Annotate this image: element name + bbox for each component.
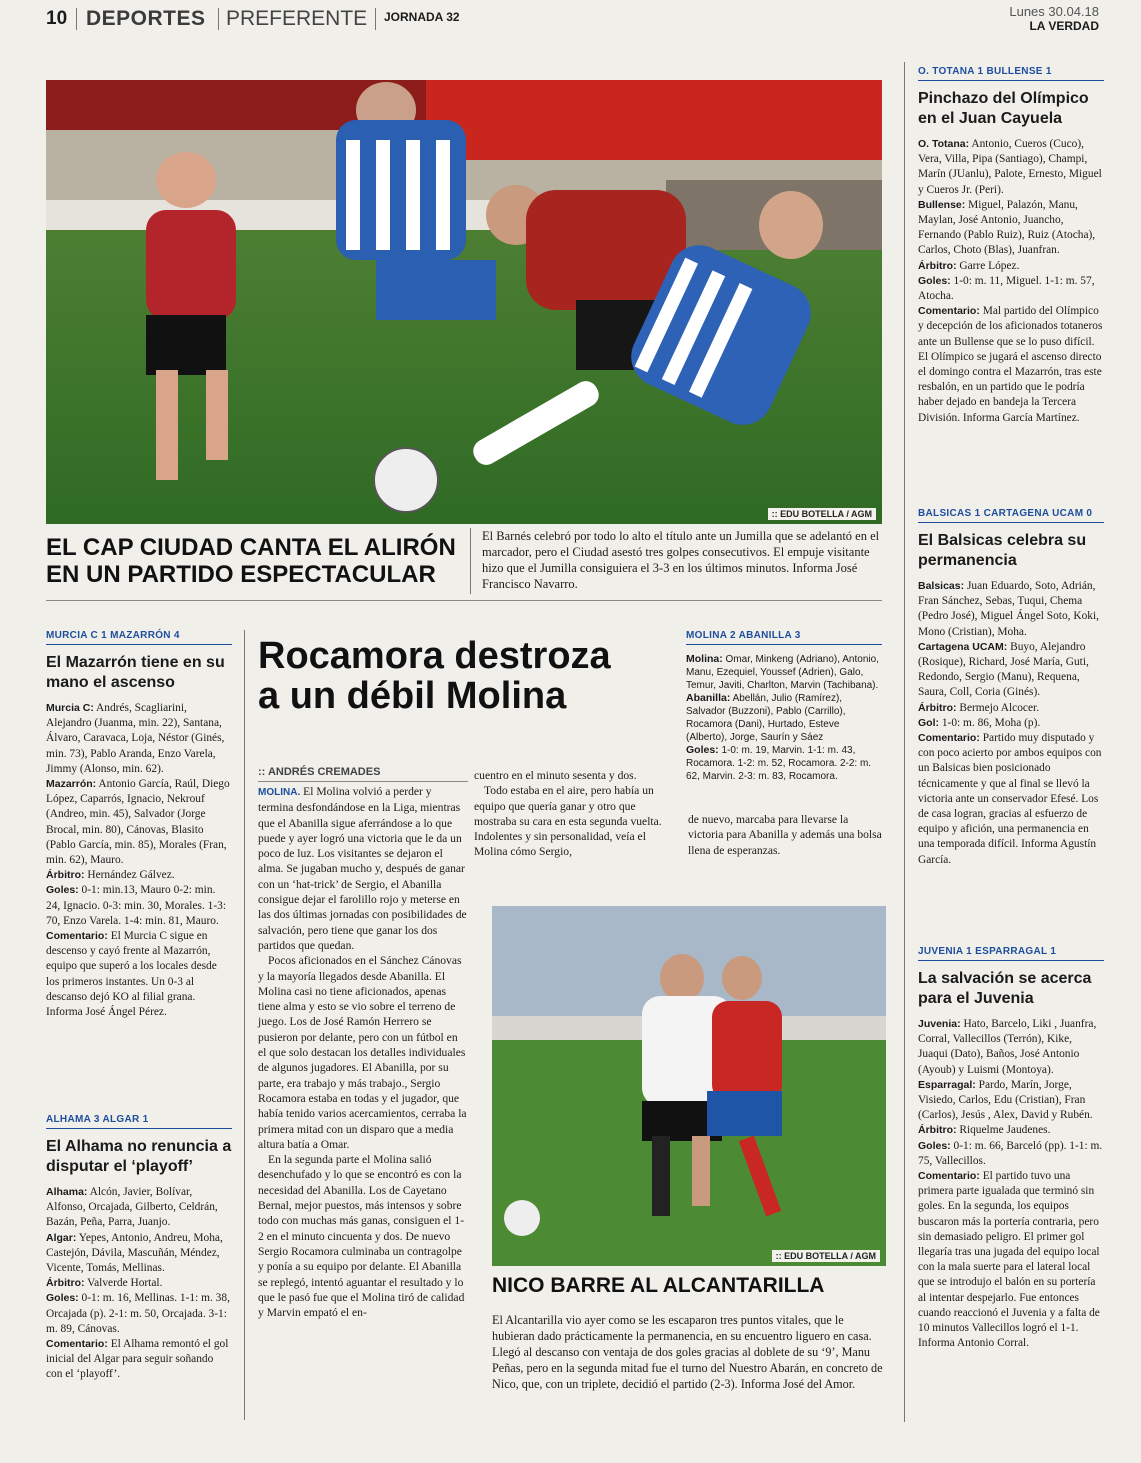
subsection-name: PREFERENTE <box>226 7 368 30</box>
match-details <box>686 653 882 783</box>
detail-label: Árbitro: <box>46 1277 85 1290</box>
match-headline: El Alhama no renuncia a disputar el ‘playoff’ <box>46 1138 232 1175</box>
headline-line: EN UN PARTIDO ESPECTACULAR <box>46 561 436 588</box>
detail-text: Hato, Barcelo, Liki , Juanfra, Corral, Vallecillos (Terrón), Kike, Juaqui (Dato), Baños, José Antonio (Ayoub) y Luismi (Montoya). <box>918 1018 1097 1076</box>
detail-text: Antonio, Cueros (Cuco), Vera, Villa, Pipa (Santiago), Champi, Marín (JUanlu), Palote, Ernesto, Miguel y Cueros Jr. (Peri). <box>918 138 1102 196</box>
match-details <box>918 137 1104 426</box>
detail-line <box>918 137 1104 198</box>
detail-text: Garre López. <box>956 259 1020 272</box>
column-divider <box>904 62 905 1422</box>
detail-line <box>918 579 1104 640</box>
detail-label: Goles: <box>686 744 719 756</box>
detail-line <box>918 731 1104 868</box>
issue-date: Lunes 30.04.18 <box>1009 4 1099 19</box>
detail-label: Comentario: <box>46 930 108 943</box>
scoreline: MURCIA C 1 MAZARRÓN 4 <box>46 630 232 645</box>
paragraph: de nuevo, marcaba para llevarse la victoria para Abanilla y además una bolsa llena de esperanzas. <box>688 813 882 857</box>
section-rule <box>46 600 882 601</box>
detail-text: Hernández Gálvez. <box>84 869 175 882</box>
detail-line <box>918 274 1104 304</box>
detail-label: Alhama: <box>46 1186 88 1198</box>
match-report-balsicas <box>918 508 1104 868</box>
bottom-story-headline: NICO BARRE AL ALCANTARILLA <box>492 1274 825 1297</box>
detail-label: Comentario: <box>918 732 980 745</box>
detail-text: Valverde Hortal. <box>84 1277 163 1290</box>
paragraph: El Molina volvió a perder y termina desfondándose en la Liga, mientras que el Abanilla sigue aferrándose a lo que puede y ayer logró una victoria que le da un poco de luz. Los visitantes se dejaron el alma. Se jugaban mucho y, después de ganar con un ‘hat-trick’ de Sergio, el Abanilla consigue dejar el farolillo rojo y meterse en las dos últimas jornadas con posibilidades de salvación, pero tiene que ganar los dos partidos que quedan. <box>258 785 467 952</box>
top-match-photo <box>46 80 882 524</box>
match-details <box>918 579 1104 868</box>
scoreline: BALSICAS 1 CARTAGENA UCAM 0 <box>918 508 1104 523</box>
match-headline: El Mazarrón tiene en su mano el ascenso <box>46 654 225 691</box>
detail-line <box>918 1123 1104 1138</box>
detail-text: 1-0: m. 86, Moha (p). <box>939 716 1041 729</box>
detail-label: Comentario: <box>918 305 980 318</box>
scoreline: JUVENIA 1 ESPARRAGAL 1 <box>918 946 1104 961</box>
match-headline: Pinchazo del Olímpico en el Juan Cayuela <box>918 90 1089 127</box>
detail-line <box>46 1276 232 1291</box>
match-report-totana <box>918 66 1104 426</box>
detail-text: 0-1: m. 66, Barceló (pp). 1-1: m. 75, Vallecillos. <box>918 1139 1103 1167</box>
detail-text: 0-1: m. 16, Mellinas. 1-1: m. 38, Orcajada (p). 2-1: m. 50, Orcajada. 3-1: m. 89, Cánovas. <box>46 1292 230 1335</box>
scoreline: MOLINA 2 ABANILLA 3 <box>686 630 882 645</box>
headline-line: EL CAP CIUDAD CANTA EL ALIRÓN <box>46 534 456 561</box>
detail-label: Árbitro: <box>918 1124 957 1137</box>
main-story-column-3 <box>688 812 884 858</box>
detail-label: Mazarrón: <box>46 778 97 791</box>
match-details <box>46 701 232 1020</box>
match-report-molina <box>686 630 882 783</box>
detail-line <box>918 640 1104 701</box>
detail-label: Comentario: <box>46 1338 108 1351</box>
detail-line <box>918 198 1104 259</box>
matchday-label: JORNADA 32 <box>384 10 460 24</box>
detail-label: Bullense: <box>918 198 966 211</box>
main-story-column-2 <box>474 768 674 860</box>
detail-label: Juvenia: <box>918 1018 961 1030</box>
header-divider <box>375 8 376 30</box>
detail-line <box>918 304 1104 426</box>
detail-label: Árbitro: <box>46 869 85 882</box>
detail-line <box>46 929 232 1020</box>
detail-text: 1-0: m. 11, Miguel. 1-1: m. 57, Atocha. <box>918 274 1095 303</box>
detail-line <box>686 692 882 744</box>
detail-text: Mal partido del Olímpico y decepción de los aficionados totaneros ante un Bullense que se lo puso difícil. El Olímpico se jugará el ascenso directo el domingo contra el Mazarrón, tras este resbalón, en un partido que le podría haber dejado en bandeja la Tercera División. Informa García Martínez. <box>918 305 1103 424</box>
detail-label: Cartagena UCAM: <box>918 640 1008 653</box>
top-story-headline <box>46 534 456 588</box>
dateline: MOLINA. <box>258 787 301 798</box>
detail-line <box>46 1291 232 1337</box>
detail-label: Goles: <box>46 1292 79 1305</box>
detail-text: El Murcia C sigue en descenso y cayó frente al Mazarrón, equipo que superó a los locales desde los primeros instantes. Un 0-3 al descanso dejó KO al filial grana. Informa José Ángel Pérez. <box>46 930 217 1019</box>
detail-text: Buyo, Alejandro (Rosique), Richard, José María, Guti, Redondo, Sergio (Manu), Requena, Saura, Coll, Coria (Ginés). <box>918 640 1089 699</box>
bottom-story-text: El Alcantarilla vio ayer como se les escaparon tres puntos vitales, que le hubieran dado prácticamente la permanencia, en su encuentro liguero en casa. Llegó al descanso con ventaja de dos goles gracias al doblete de su ‘9’, Manu Peñas, pero en la segunda mitad fue el turno del Nuestro Abarán, en concreto de Nico, que, con un triplete, decidió el partido (2-3). Informa José del Amor. <box>492 1313 883 1391</box>
page-number: 10 <box>46 8 68 29</box>
detail-text: Bermejo Alcocer. <box>956 701 1040 714</box>
detail-label: Gol: <box>918 716 939 729</box>
detail-text: Juan Eduardo, Soto, Adrián, Fran Sánchez, Sebas, Tuqui, Chema (Pedro José), Miguel Ángel Soto, Koki, Mono (Cristian), Moha. <box>918 580 1099 638</box>
paragraph: En la segunda parte el Molina salió desenchufado y lo que se encontró es con la necesidad del Abanilla. Los de Cayetano Bernal, mejor puestos, más intensos y sobre todo con muchas más ganas, consiguen el 1-2 en el minuto cincuenta y dos. De nuevo Sergio Rocamora culminaba un contragolpe y ponía a su equipo por delante. El Abanilla se replegó, intentó aguantar el resultado y lo que le pasó fue que el Molina tiró de calidad y Marvin empató el en- <box>258 1153 465 1320</box>
detail-label: O. Totana: <box>918 138 970 150</box>
detail-line <box>46 701 232 777</box>
detail-text: Miguel, Palazón, Manu, Maylan, José Antonio, Juancho, Fernando (Pablo Ruiz), Ruiz (Atocha), Carlos, Choto (Blas), Juanfran. <box>918 198 1096 257</box>
detail-label: Abanilla: <box>686 692 731 704</box>
detail-label: Comentario: <box>918 1170 980 1183</box>
detail-text: 1-0: m. 19, Marvin. 1-1: m. 43, Rocamora. 1-2: m. 52, Rocamora. 2-2: m. 62, Marvin. 2-3: m. 83, Rocamora. <box>686 745 872 782</box>
detail-text: Riquelme Jaudenes. <box>956 1124 1051 1137</box>
main-story-column-1 <box>258 784 468 1320</box>
match-details <box>46 1185 232 1383</box>
detail-line <box>918 701 1104 716</box>
detail-label: Árbitro: <box>918 259 957 272</box>
detail-line <box>46 777 232 868</box>
detail-label: Balsicas: <box>918 580 965 592</box>
detail-text: Omar, Minkeng (Adriano), Antonio, Manu, Ezequiel, Youssef (Adrien), Galo, Temur, Javiti, Charlton, Marvin (Tachibana). <box>686 654 879 691</box>
detail-label: Molina: <box>686 653 723 665</box>
detail-label: Esparragal: <box>918 1078 976 1091</box>
detail-line <box>686 653 882 692</box>
detail-text: El Alhama remontó el gol inicial del Algar para seguir soñando con el ‘playoff’. <box>46 1338 229 1381</box>
paragraph: Todo estaba en el aire, pero había un equipo que quería ganar y otro que mostraba su cara en esta segunda vuelta. Indolentes y sin personalidad, veía el Molina cómo Sergio, <box>474 784 662 859</box>
detail-line <box>918 1169 1104 1351</box>
detail-line <box>918 259 1104 274</box>
detail-text: Partido muy disputado y con poco acierto por ambos equipos con un Balsicas bien posicionado técnicamente y que al final se llevó la victoria ante un conservador Efesé. Los de casa logran, gracias al esfuerzo de equipo y afición, una permanencia en una temporada difícil. Informa Agustín García. <box>918 732 1102 866</box>
paragraph: cuentro en el minuto sesenta y dos. <box>474 769 637 782</box>
top-story-caption: El Barnés celebró por todo lo alto el título ante un Jumilla que se adelantó en el marcador, pero el Ciudad asestó tres golpes consecutivos. El empuje visitante hizo que el Jumilla consiguiera el 3-3 en los últimos minutos. Informa José Francisco Navarro. <box>482 529 880 591</box>
paragraph: Pocos aficionados en el Sánchez Cánovas y la mayoría llegados desde Abanilla. El Molina casi no tiene aficionados, apenas tiene alma y esto se vio sobre el terreno de juego. Los de José Ramón Herrero se pusieron por delante, pero con un fútbol en el que solo destacan los detalles individuales de algunos jugadores. El Abanilla, por su parte, era trabajo y más trabajo., Sergio Rocamora estaba en todas y el jugador, que había tenido varios acercamientos, cerraba la primera mitad con un disparo que a media altura batía a Omar. <box>258 954 467 1151</box>
scoreline: ALHAMA 3 ALGAR 1 <box>46 1114 232 1129</box>
detail-text: Yepes, Antonio, Andreu, Moha, Castejón, Dávila, Mascuñán, Méndez, Vicente, Tomás, Mellinas. <box>46 1231 223 1275</box>
bottom-match-photo <box>492 906 886 1266</box>
headline-line: Rocamora destroza <box>258 635 611 677</box>
detail-label: Murcia C: <box>46 702 94 714</box>
match-headline: El Balsicas celebra su permanencia <box>918 532 1087 569</box>
header-divider <box>218 8 219 30</box>
main-story-headline <box>258 636 668 716</box>
detail-label: Goles: <box>918 274 951 287</box>
detail-line <box>46 868 232 883</box>
detail-line <box>918 1078 1104 1124</box>
detail-line <box>46 1337 232 1383</box>
match-report-juvenia <box>918 946 1104 1351</box>
detail-text: Alcón, Javier, Bolívar, Alfonso, Orcajada, Gilberto, Celdrán, Bazán, Peña, Parra, Juanjo. <box>46 1186 218 1229</box>
detail-line <box>46 883 232 929</box>
detail-text: Abellán, Julio (Ramírez), Salvador (Buzzoni), Pablo (Carrillo), Rocamora (Dani), Hurtado, Esteve (Alberto), Jorge, Saurín y Sáez <box>686 693 846 743</box>
detail-text: Pardo, Marín, Jorge, Visiedo, Carlos, Edu (Cristian), Fran (Carlos), Jesús , Alex, David y Rubén. <box>918 1078 1093 1122</box>
match-details <box>918 1017 1104 1351</box>
detail-line <box>46 1231 232 1277</box>
byline: :: ANDRÉS CREMADES <box>258 766 468 782</box>
photo-credit: :: EDU BOTELLA / AGM <box>768 508 876 520</box>
detail-text: El partido tuvo una primera parte igualada que terminó sin goles. En la segunda, los equipos buscaron más la portería contraria, pero sin demasiado peligro. El primer gol llegaría tras una jugada del equipo local con la mala suerte para el lateral local que se introdujo el balón en su portería al intentar despejarlo. Fue entonces cuando reaccionó el Juvenia y a falta de 10 minutos Vallecillos logró el 1-1. Informa Antonio Corral. <box>918 1170 1100 1350</box>
detail-line <box>918 1139 1104 1169</box>
caption-divider <box>470 528 471 594</box>
column-divider <box>244 630 245 1420</box>
detail-label: Algar: <box>46 1231 77 1244</box>
detail-line <box>686 744 882 783</box>
paper-name: LA VERDAD <box>1029 19 1099 33</box>
detail-label: Árbitro: <box>918 701 957 714</box>
detail-line <box>918 716 1104 731</box>
detail-text: 0-1: min.13, Mauro 0-2: min. 24, Ignacio. 0-3: min. 30, Morales. 1-3: 70, Enzo Varela. 1-4: min. 81, Mauro. <box>46 884 227 927</box>
header-divider <box>76 8 77 30</box>
detail-line <box>46 1185 232 1231</box>
scoreline: O. TOTANA 1 BULLENSE 1 <box>918 66 1104 81</box>
match-report-murcia <box>46 630 232 1020</box>
match-headline: La salvación se acerca para el Juvenia <box>918 970 1092 1007</box>
headline-line: a un débil Molina <box>258 675 567 717</box>
match-report-alhama <box>46 1114 232 1383</box>
detail-text: Antonio García, Raúl, Diego López, Caparrós, Ignacio, Nekrouf (Andreo, min. 45), Salvador (Jorge Brocal, min. 80), Cánovas, Blasito (Pablo García, min. 85), Morales (Fran, min. 62), Mauro. <box>46 778 230 867</box>
detail-label: Goles: <box>46 884 79 897</box>
photo-credit: :: EDU BOTELLA / AGM <box>772 1250 880 1262</box>
detail-text: Andrés, Scagliarini, Alejandro (Juanma, min. 22), Santana, Álvaro, Caravaca, Loja, Néstor (Ginés, min. 73), Pablo Aranda, Enzo Varela, Jimmy (Alonso, min. 62). <box>46 702 225 775</box>
detail-line <box>918 1017 1104 1078</box>
section-name: DEPORTES <box>86 7 206 30</box>
detail-label: Goles: <box>918 1139 951 1152</box>
